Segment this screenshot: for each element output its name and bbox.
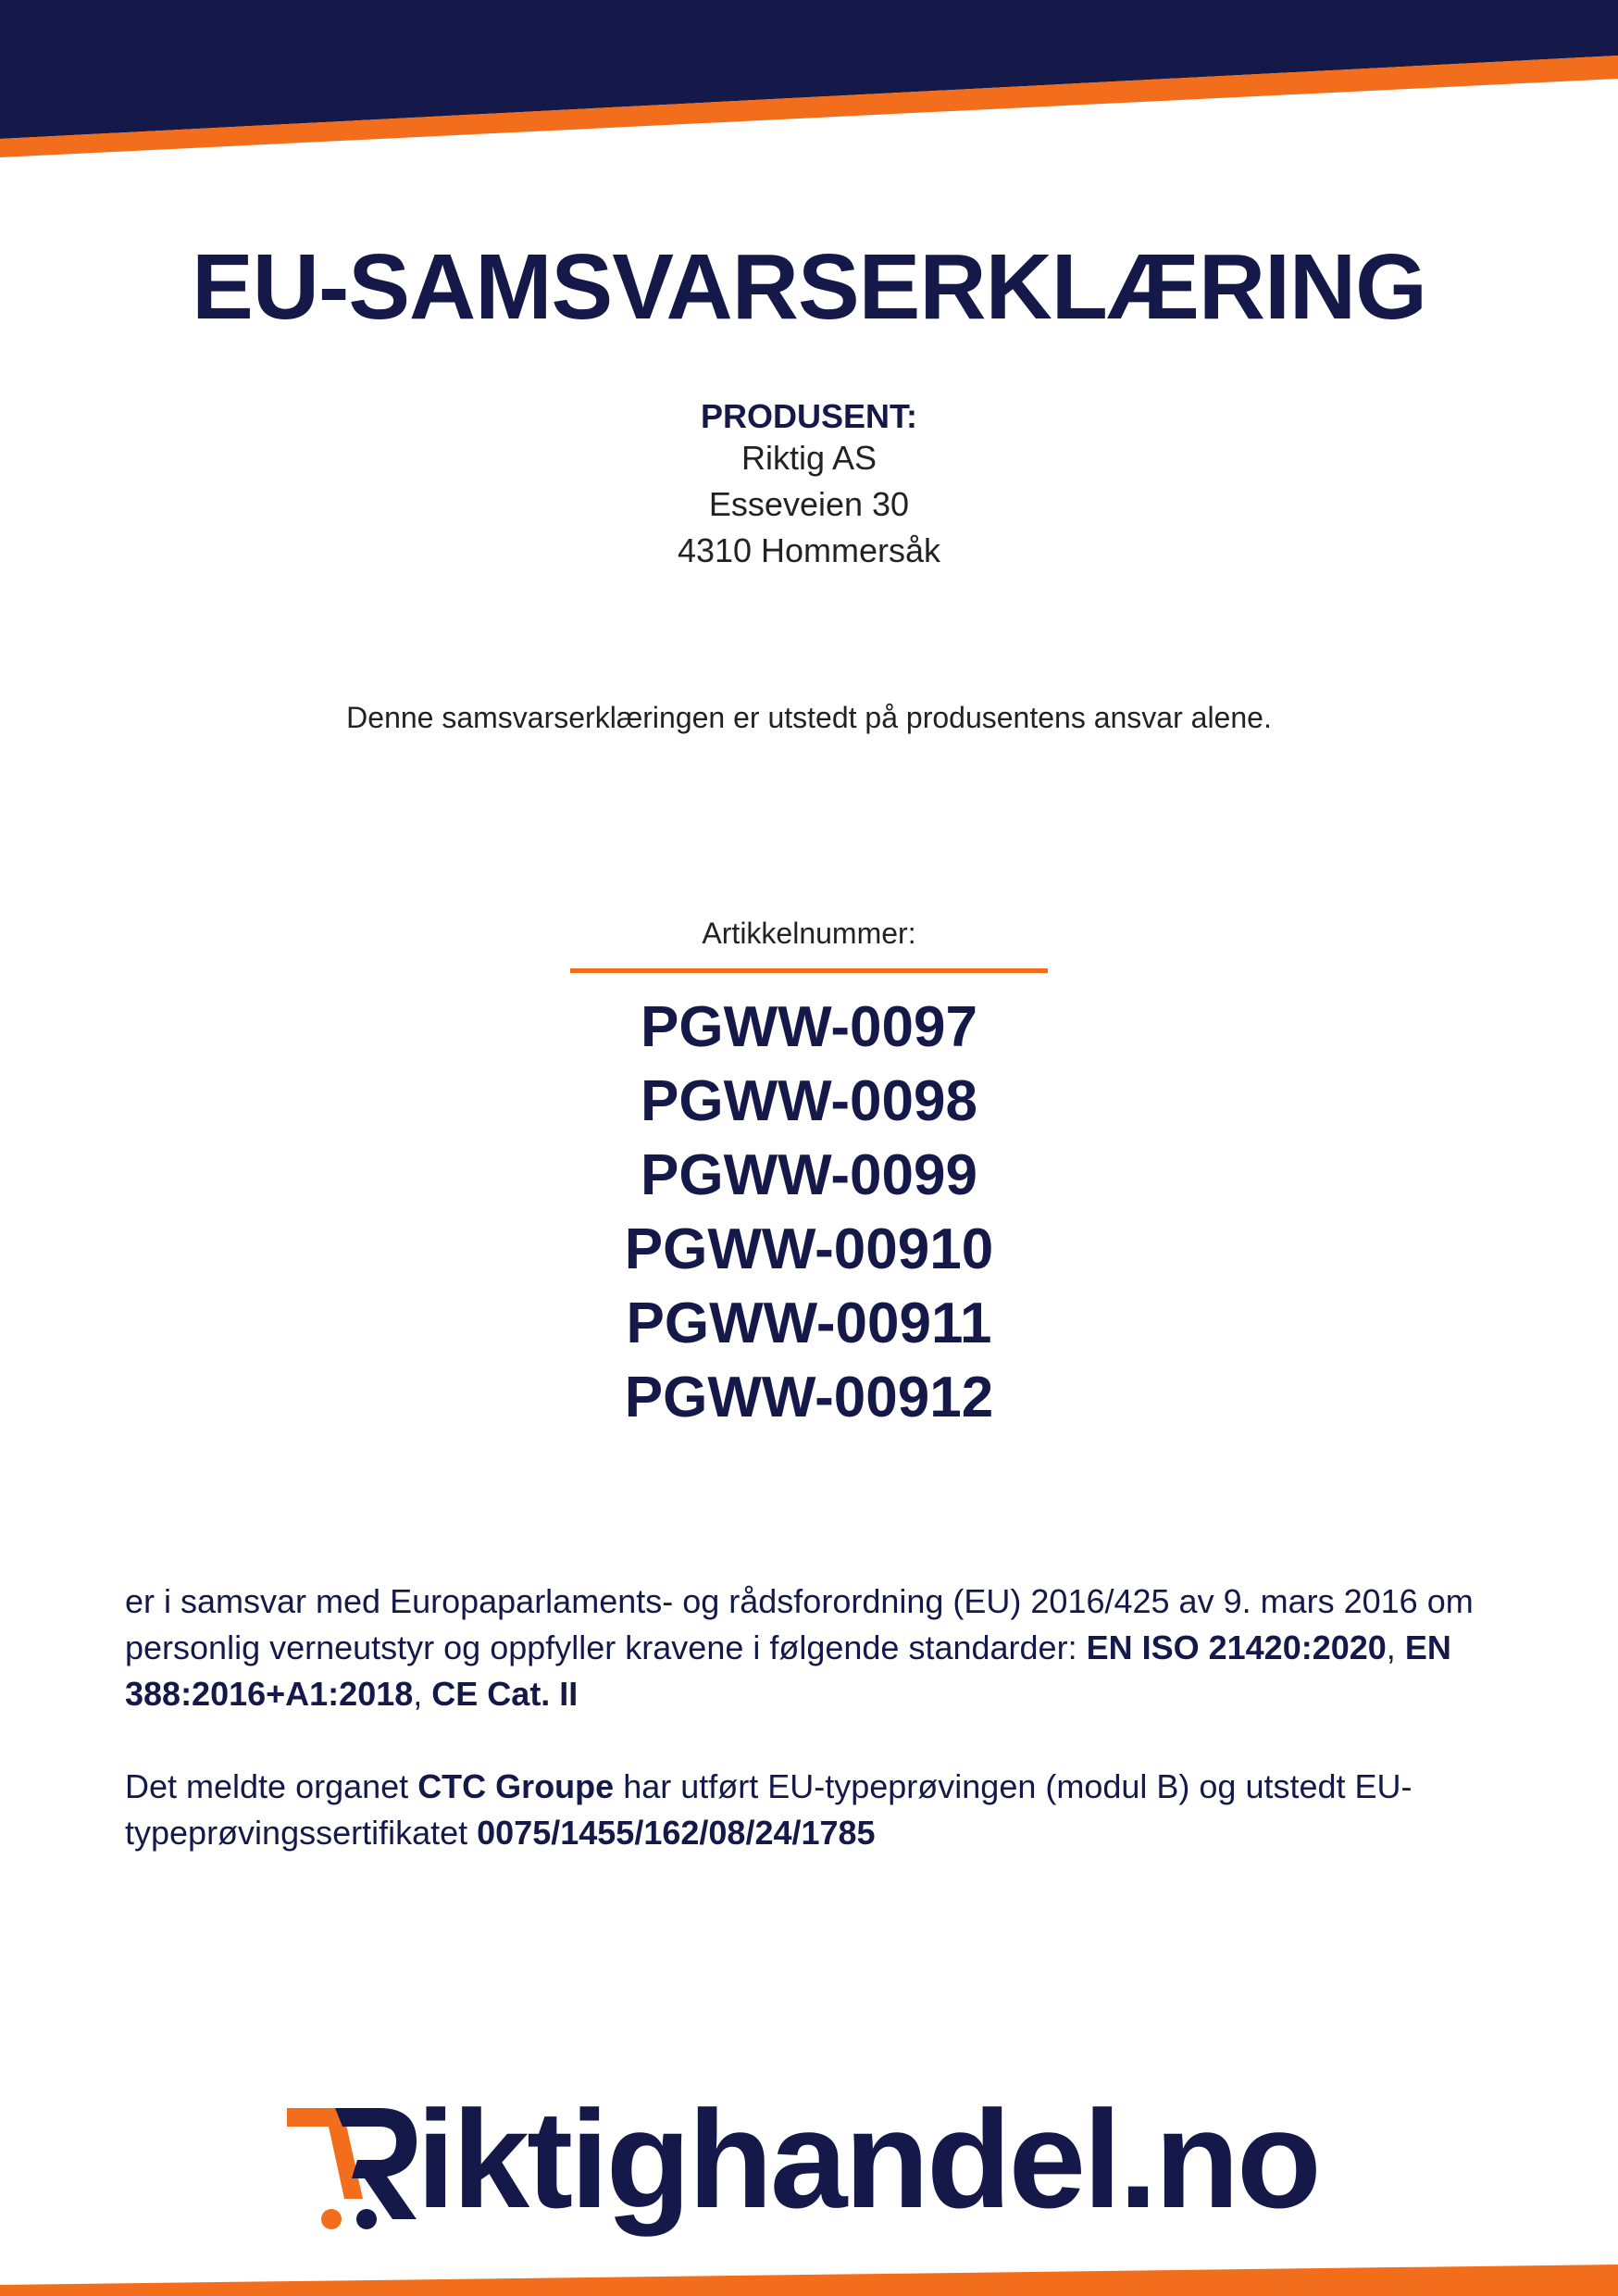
standard-1: EN ISO 21420:2020 [1086,1628,1387,1666]
standard-2: EN 388:2016+A1:2018 [125,1628,1451,1713]
riktig-cart-icon [278,2088,426,2236]
article-divider [570,968,1048,973]
standard-3: CE Cat. II [431,1675,579,1713]
article-number: PGWW-00910 [624,1217,994,1281]
logo-text: iktighandel.no [417,2081,1319,2237]
article-list [0,991,1618,1435]
producer-label: PRODUSENT: [700,397,918,435]
conformity-paragraph [125,1578,1513,1717]
header-banner [0,0,1618,167]
notified-text: Det meldte organet [125,1767,418,1805]
article-number: PGWW-00911 [626,1292,992,1355]
article-number: PGWW-00912 [624,1366,994,1429]
conformity-text: er i samsvar med Europaparlaments- og rådsforordning (EU) 2016/425 av 9. mars 2016 om personlig verneutstyr og oppfyller kravene i følgende standarder: [125,1582,1474,1666]
article-number: PGWW-0098 [641,1069,977,1133]
certificate-number: 0075/1455/162/08/24/1785 [477,1814,876,1852]
producer-name: Riktig AS [741,439,877,477]
separator: , [1386,1628,1405,1666]
article-number: PGWW-0099 [641,1143,977,1207]
notified-text: har utført EU-typeprøvingen (modul B) og utstedt EU-typeprøvingssertifikatet [125,1767,1413,1852]
article-number-label: Artikkelnummer: [702,917,916,950]
document-title: EU-SAMSVARSERKLÆRING [192,235,1426,339]
notified-body-name: CTC Groupe [417,1767,615,1805]
riktighandel-logo [278,2081,1342,2237]
footer-banner [0,2259,1618,2296]
producer-address [0,435,1618,574]
responsibility-statement: Denne samsvarserklæringen er utstedt på produsentens ansvar alene. [346,701,1272,734]
producer-city: 4310 Hommersåk [677,531,941,569]
producer-street: Esseveien 30 [708,485,910,523]
notified-body-paragraph [125,1764,1513,1856]
separator: , [413,1675,432,1713]
article-number: PGWW-0097 [641,995,977,1059]
